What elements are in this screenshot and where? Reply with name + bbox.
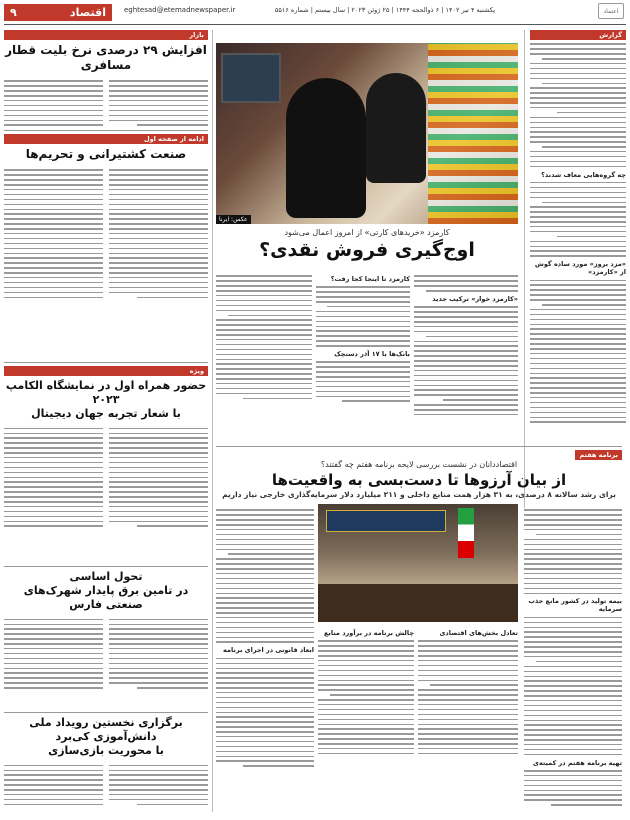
plan-body-col-2 (418, 626, 518, 812)
photo-table (318, 584, 518, 622)
page-number: ۹ (10, 6, 17, 19)
photo-figure (286, 78, 366, 218)
plan-title: از بیان آرزوها تا دست‌بسی به واقعیت‌ها (271, 471, 567, 489)
email-address[interactable]: eghtesad@etemadnewspaper.ir (124, 6, 236, 14)
section-divider (4, 566, 208, 567)
drone-title: برگزاری نخستین رویداد ملی دانش‌آموزی کی‌برد (29, 716, 183, 743)
lead-subhead-5: «مزد بروز» مورد ساده گوش از «کارمزد» (534, 260, 626, 277)
plan-kicker: اقتصاددانان در نشست بررسی لایحه برنامه هفتم چه گفتند؟ (320, 460, 518, 469)
gitex-story (4, 366, 208, 566)
lead-subhead-3: بانک‌ها با ۱۷ آذر دستچک (334, 349, 410, 358)
lead-subhead-4: چه گروه‌هایی معاف شدند؟ (541, 170, 626, 179)
fare-story (4, 30, 208, 140)
photo-banner (326, 510, 446, 532)
lead-title: اوج‌گیری فروش نقدی؟ (259, 239, 475, 261)
lead-body-col-1 (414, 272, 518, 442)
plan-subhead-5: تهیه برنامه هفتم در کمیته‌ی (532, 758, 622, 767)
plan-subhead-1: بیمه تولید در کشور مانع جذب سرمایه (528, 597, 622, 614)
power-story (4, 570, 208, 710)
section-name: اقتصاد (69, 6, 106, 19)
plan-subhead-2: تعادل بخش‌های اقتصادی (439, 629, 518, 637)
lead-kicker: کارمزد «خریدهای کارتی» از امروز اعمال می‌شود (284, 228, 450, 237)
lead-subhead-2: کارمزد تا اینجا کجا رفت؟ (330, 275, 410, 283)
drone-story (4, 716, 208, 814)
tag-trade: ویژه (4, 366, 208, 376)
newspaper-logo: اعتماد (598, 3, 624, 19)
lead-subhead-1: «کارمزد خوار» ترکیب جدید (432, 294, 518, 303)
plan-subhead-4: ابعاد قانونی در اجرای برنامه (223, 646, 314, 655)
report-body (530, 43, 626, 167)
gitex-title: حضور همراه اول در نمایشگاه الکامپ ۲۰۲۳ (5, 379, 207, 406)
issue-line: یکشنبه ۴ تیر ۱۴۰۲ | ۶ ذوالحجه ۱۴۴۴ | ۲۵ ژوئن ۲۰۲۳ | سال بیستم | شماره ۵۵۱۶ (274, 6, 496, 14)
report-column (530, 30, 626, 508)
power-title: تحول اساسی (69, 570, 143, 583)
masthead (0, 0, 630, 22)
photo-pos-terminal (221, 53, 281, 103)
plan-headline-block (216, 450, 622, 502)
plan-subhead-3: چالش برنامه در برآورد منابع (323, 629, 414, 637)
lead-photo (216, 43, 518, 224)
tag-report: گزارش (530, 30, 626, 40)
shipping-title: صنعت کشتیرانی و تحریم‌ها (25, 147, 187, 161)
tag-market: بازار (4, 30, 208, 40)
header-rule (4, 24, 626, 25)
fare-title: افزایش ۲۹ درصدی نرخ بلیت قطار مسافری (5, 43, 207, 72)
gitex-title-2: با شعار تجربه جهان دیجیتال (31, 406, 181, 420)
power-title-2: در تامین برق پایدار شهرک‌های صنعتی فارس (23, 583, 189, 611)
lead-body-col-3 (216, 272, 312, 442)
column-divider (212, 30, 213, 812)
plan-body-col-4 (216, 506, 314, 812)
drone-title-2: با محوریت بازی‌سازی (48, 743, 164, 757)
section-divider (216, 446, 622, 447)
section-divider (4, 712, 208, 713)
plan-photo (318, 504, 518, 622)
photo-caption: عکس: ایرنا (216, 215, 251, 224)
photo-flag (458, 508, 474, 558)
tag-cooperative: برنامه هفتم (575, 450, 622, 460)
column-divider (524, 30, 525, 508)
plan-deck: برای رشد سالانه ۸ درصدی، به ۳۱ هزار همت منابع داخلی و ۲۱۱ میلیارد دلار سرمایه‌گذاری خارجی نیاز داریم (222, 489, 616, 499)
lead-headline-block (216, 228, 518, 268)
tag-stock: ادامه از صفحه اول (4, 134, 208, 144)
section-divider (4, 362, 208, 363)
photo-figure (366, 73, 426, 183)
photo-shelf (428, 43, 518, 224)
lead-body-col-2 (316, 272, 410, 442)
section-badge (4, 4, 112, 21)
plan-body-col-1 (524, 506, 622, 812)
plan-body-col-3 (318, 626, 414, 812)
shipping-story (4, 134, 208, 360)
section-divider (4, 130, 208, 131)
